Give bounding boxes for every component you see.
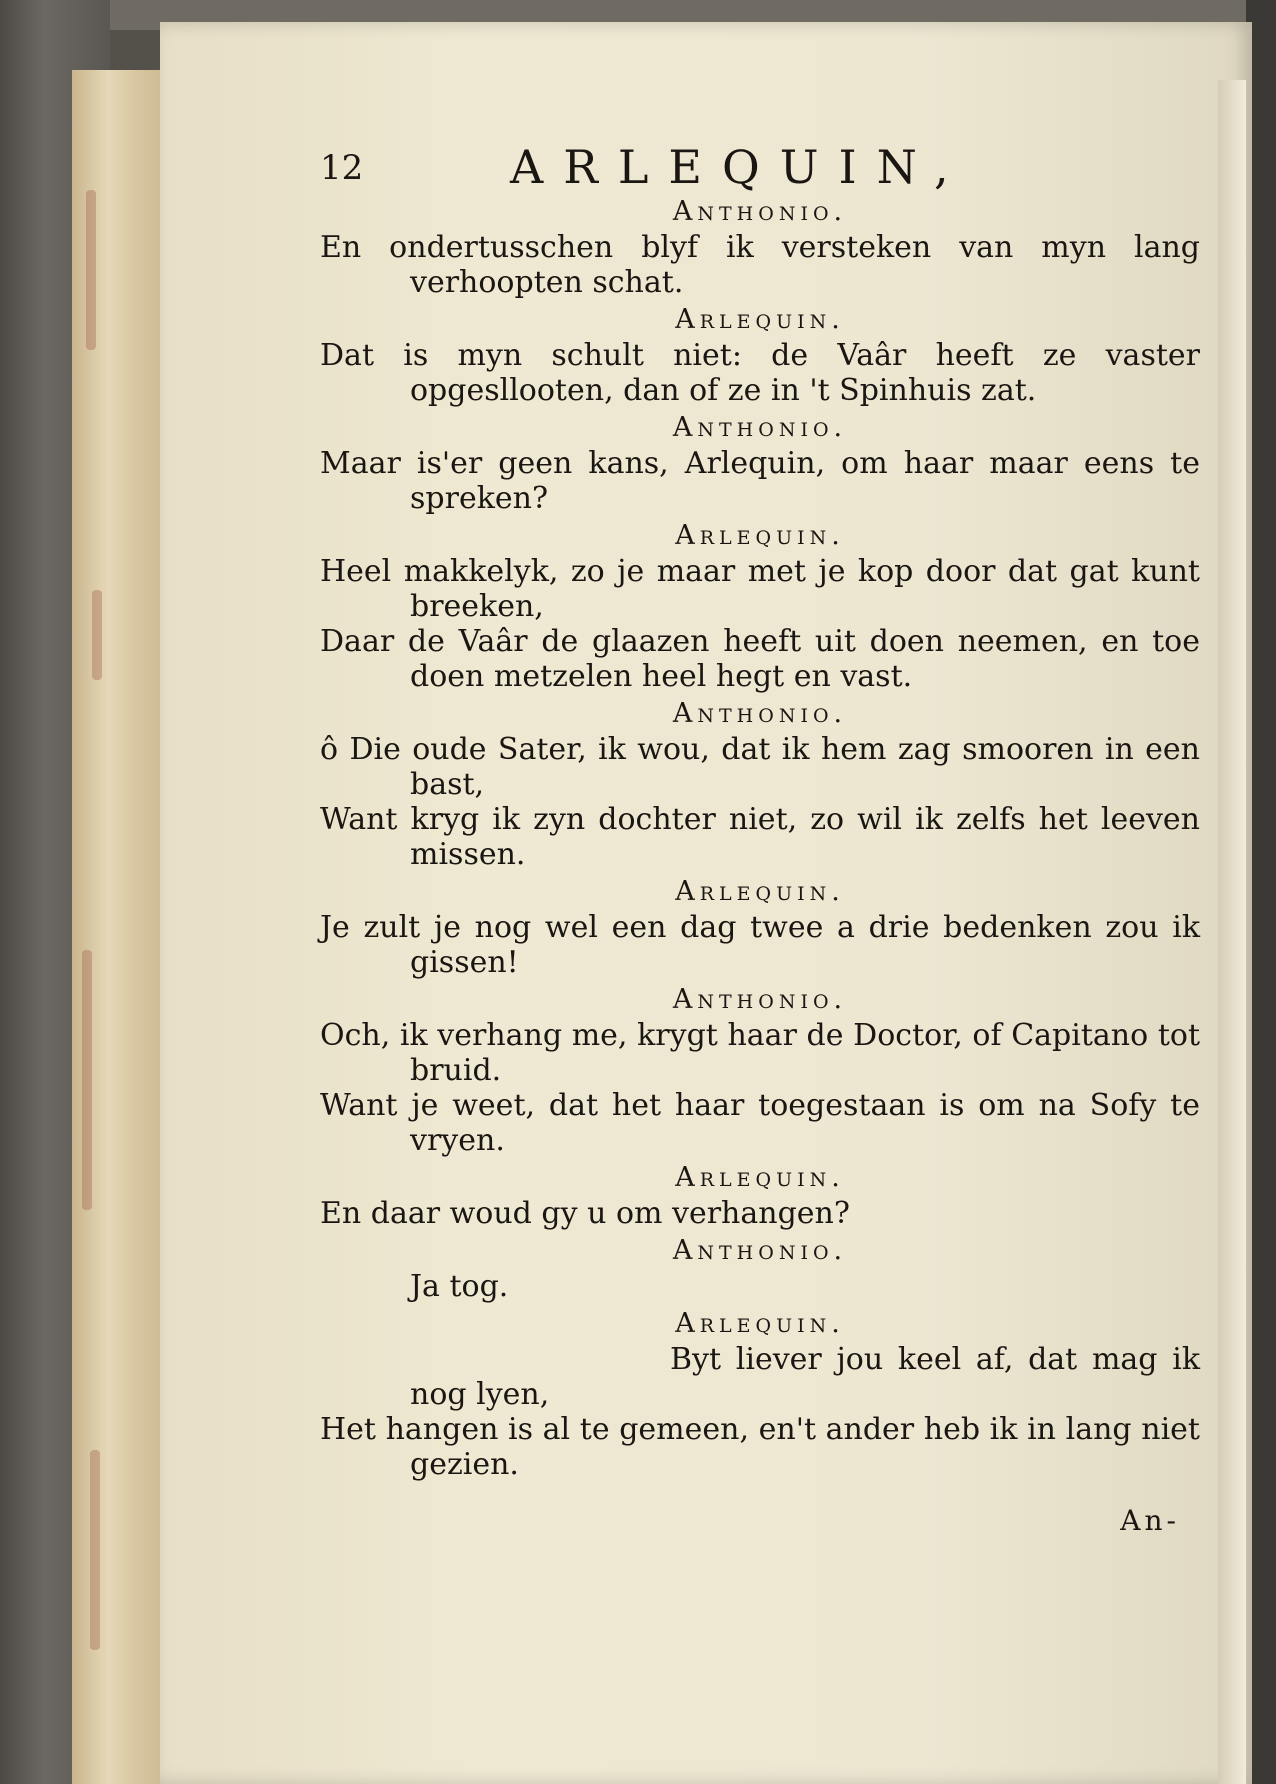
dialogue-line: Want kryg ik zyn dochter niet, zo wil ik zelfs het leeven missen. <box>320 802 1200 872</box>
speaker-name: Anthonio. <box>672 412 848 443</box>
speaker-name: Arlequin. <box>675 1162 845 1193</box>
page-header <box>320 140 1200 192</box>
dialogue-line: En daar woud gy u om verhangen? <box>320 1196 850 1231</box>
dialogue-line: Want je weet, dat het haar toegestaan is om na Sofy te vryen. <box>320 1088 1200 1158</box>
dialogue-line: Daar de Vaâr de glaazen heeft uit doen neemen, en toe doen metzelen heel hegt en vast. <box>320 624 1200 694</box>
speaker-name: Arlequin. <box>675 304 845 335</box>
dialogue-line: Je zult je nog wel een dag twee a drie bedenken zou ik gissen! <box>320 910 1200 980</box>
speaker-name: Anthonio. <box>672 698 848 729</box>
dialogue <box>320 194 1200 1482</box>
dialogue-line: Ja tog. <box>410 1269 509 1304</box>
speaker-name: Arlequin. <box>675 876 845 907</box>
speaker-name: Anthonio. <box>672 1235 848 1266</box>
dialogue-line: En ondertusschen blyf ik versteken van myn lang verhoopten schat. <box>320 230 1200 300</box>
dialogue-line: Byt liever jou keel af, dat mag ik nog lyen, <box>410 1342 1200 1412</box>
page-number: 12 <box>320 148 364 188</box>
facing-page-edge <box>1218 80 1246 1784</box>
catchword: An- <box>1120 1504 1180 1537</box>
speaker-name: Anthonio. <box>672 984 848 1015</box>
running-title: ARLEQUIN, <box>510 140 969 194</box>
speaker-name: Arlequin. <box>675 1308 845 1339</box>
dialogue-line: ô Die oude Sater, ik wou, dat ik hem zag smooren in een bast, <box>320 732 1200 802</box>
dialogue-line: Dat is myn schult niet: de Vaâr heeft ze vaster opgesllooten, dan of ze in 't Spinhuis zat. <box>320 338 1200 408</box>
speaker-name: Anthonio. <box>672 196 848 227</box>
dialogue-line: Heel makkelyk, zo je maar met je kop door dat gat kunt breeken, <box>320 554 1200 624</box>
dialogue-line: Maar is'er geen kans, Arlequin, om haar maar eens te spreken? <box>320 446 1200 516</box>
page-stack-edge <box>72 70 163 1784</box>
speaker-name: Arlequin. <box>675 520 845 551</box>
dialogue-line: Och, ik verhang me, krygt haar de Doctor, of Capitano tot bruid. <box>320 1018 1200 1088</box>
page-text <box>320 140 1200 1537</box>
dialogue-line: Het hangen is al te gemeen, en't ander heb ik in lang niet gezien. <box>320 1412 1200 1482</box>
